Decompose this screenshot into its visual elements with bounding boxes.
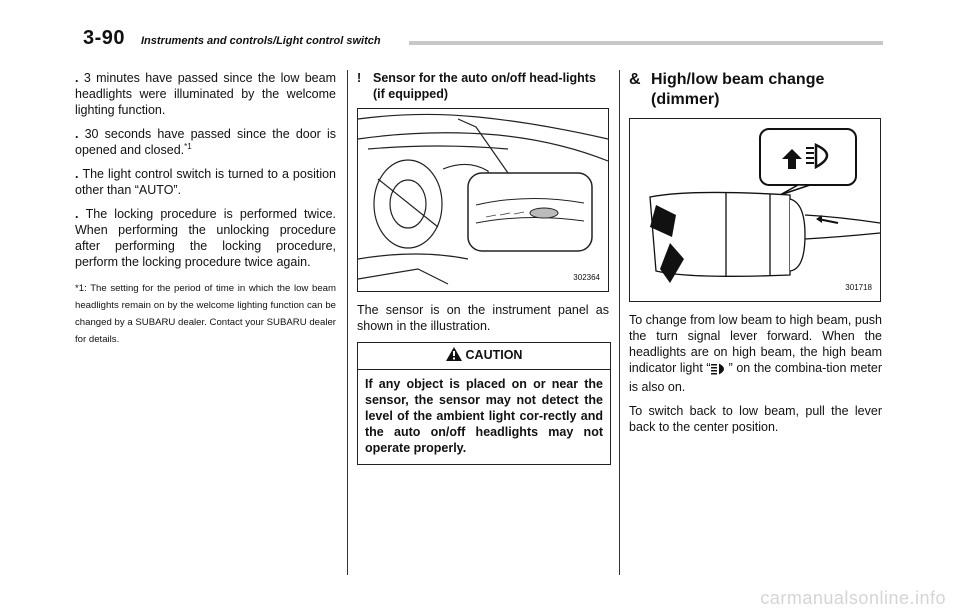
subhead-text: Sensor for the auto on/off head-lights (if equipped) (373, 71, 596, 101)
dashboard-drawing (358, 109, 608, 291)
caution-header (358, 343, 610, 370)
page-header (83, 27, 883, 51)
bullet-item: . The light control switch is turned to a position other than “AUTO”. (75, 166, 336, 198)
figure-code: 301718 (845, 283, 872, 292)
dimmer-heading (629, 70, 882, 110)
section-title: Instruments and controls/Light control switch (141, 35, 381, 47)
column-1 (75, 70, 336, 356)
footnote-ref: *1 (184, 141, 192, 151)
footnote: *1: The setting for the period of time in which the low beam headlights remain on by the welcome lighting function can be changed by a SUBARU dealer. Contact your SUBARU dealer for details. (75, 283, 336, 345)
subhead-marker: ! (357, 71, 362, 85)
page-number: 3-90 (83, 27, 126, 49)
sensor-subheading (357, 70, 609, 102)
watermark: carmanualsonline.info (760, 588, 946, 608)
high-beam-icon (711, 363, 729, 379)
column-divider (347, 70, 348, 575)
dimmer-return-instructions: To switch back to low beam, pull the lever back to the center position. (629, 404, 882, 434)
column-3 (629, 70, 882, 443)
bullet-item: . 3 minutes have passed since the low beam headlights were illuminated by the welcome lighting function. (75, 70, 336, 118)
caution-text: If any object is placed on or near the sensor, the sensor may not detect the level of the ambient light cor-rectly and the auto on/off headlights may not operate properly. (365, 377, 603, 455)
caution-title: CAUTION (465, 348, 523, 362)
bullet-item: . 30 seconds have passed since the door is opened and closed.$^{*1}$ (75, 126, 336, 158)
figure-code: 302364 (573, 273, 600, 282)
column-2 (357, 70, 609, 465)
bullet-item: . The locking procedure is performed twice. When performing the unlocking procedure after performing the locking procedure, perform the locking procedure twice again. (75, 206, 336, 270)
column-divider (619, 70, 620, 575)
warning-triangle-icon (446, 347, 462, 365)
dimmer-instructions: To change from low beam to high beam, push the turn signal lever forward. When the headlights are on high beam, the high beam indicator light “ ” on the combina-tion meter is also on. (629, 313, 882, 394)
sensor-illustration (357, 108, 609, 292)
heading-text: High/low beam change (dimmer) (651, 71, 825, 108)
sensor-description: The sensor is on the instrument panel as shown in the illustration. (357, 303, 609, 333)
lever-drawing (630, 119, 880, 301)
dimmer-illustration (629, 118, 881, 302)
heading-marker: & (629, 71, 641, 88)
caution-box (357, 342, 611, 465)
header-rule (409, 41, 883, 45)
